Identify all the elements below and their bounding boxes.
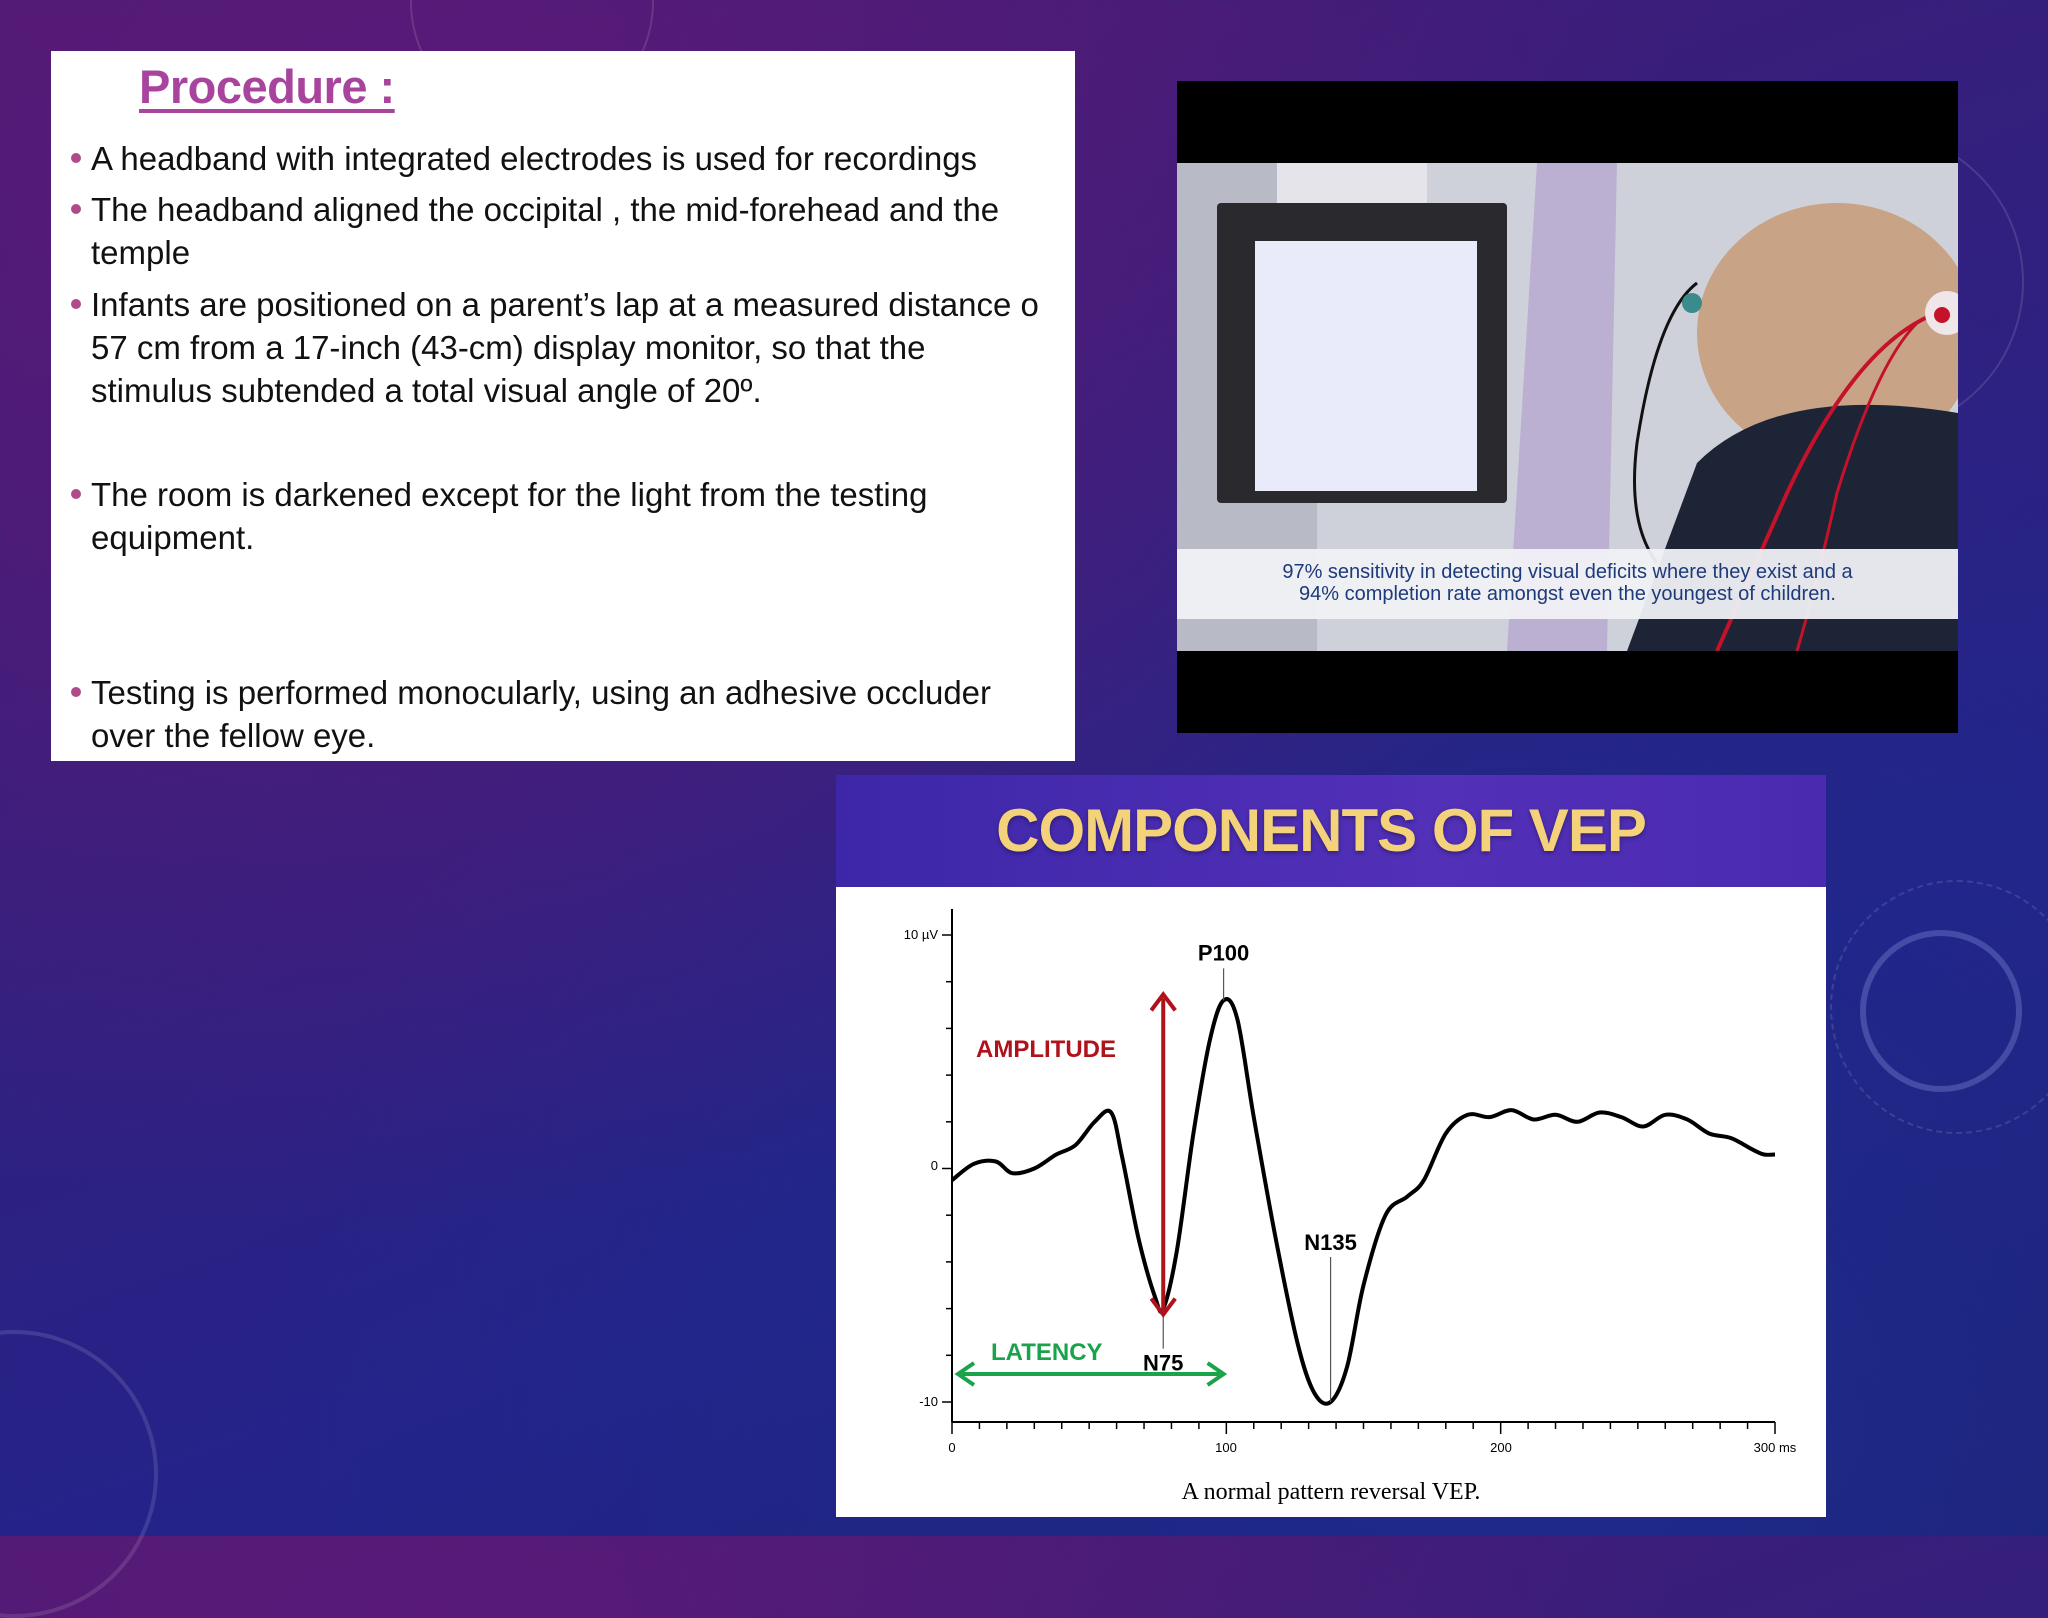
video-caption-line: 94% completion rate amongst even the youngest of children.	[1299, 583, 1836, 605]
bullet-text: A headband with integrated electrodes is used for recordings	[91, 140, 978, 177]
x-tick-label: 0	[948, 1440, 956, 1455]
bullet-text: 57 cm from a 17-inch (43-cm) display monitor, so that the	[91, 329, 926, 366]
y-axis-minor-ticks	[942, 935, 952, 1402]
latency-arrow	[958, 1363, 1224, 1385]
bullet-text: over the fellow eye.	[91, 717, 376, 754]
n135-label: N135	[1304, 1230, 1357, 1255]
latency-label: LATENCY	[991, 1339, 1103, 1366]
bullet-text: The headband aligned the occipital , the mid-forehead and the	[91, 191, 1000, 228]
background-ring-bottom-left	[0, 1330, 158, 1618]
bullet-dot	[71, 687, 81, 697]
bullet-text: stimulus subtended a total visual angle of 20º.	[91, 372, 762, 409]
bullet-item	[91, 671, 1075, 757]
amplitude-label: AMPLITUDE	[976, 1036, 1116, 1063]
vep-caption: A normal pattern reversal VEP.	[1181, 1479, 1481, 1505]
video-still-image	[1177, 163, 1958, 651]
p100-label: P100	[1197, 940, 1250, 966]
bullet-dot	[71, 299, 81, 309]
x-tick-label: 200	[1490, 1440, 1512, 1455]
procedure-heading: Procedure :	[139, 60, 395, 113]
bullet-text: Testing is performed monocularly, using an adhesive occluder	[91, 674, 992, 711]
vep-title: COMPONENTS OF VEP	[996, 797, 1646, 864]
bullet-dot	[71, 204, 81, 214]
bullet-text: temple	[91, 234, 191, 271]
vep-header-banner	[836, 775, 1826, 887]
background-ring-right-outer	[1830, 880, 2048, 1134]
x-tick-label: 100	[1215, 1440, 1237, 1455]
bullet-text: The room is darkened except for the light from the testing	[91, 476, 928, 513]
bullet-dot	[71, 489, 81, 499]
procedure-panel	[51, 51, 1075, 761]
bullet-text: Infants are positioned on a parent’s lap at a measured distance o	[91, 286, 1039, 323]
bullet-item	[91, 473, 1075, 559]
n75-label: N75	[1143, 1350, 1184, 1376]
x-tick-label: 300 ms	[1753, 1440, 1797, 1455]
vep-components-panel	[836, 775, 1826, 1517]
video-caption	[1177, 549, 1958, 619]
x-axis-minor-ticks	[952, 1422, 1775, 1434]
y-tick-label: -10	[919, 1394, 938, 1409]
y-tick-label: 0	[930, 1158, 938, 1173]
bullet-item	[91, 283, 1075, 412]
bullet-item	[91, 137, 1075, 180]
video-caption-line: 97% sensitivity in detecting visual deficits where they exist and a	[1282, 561, 1853, 583]
bullet-item	[91, 188, 1075, 274]
bullet-text: equipment.	[91, 519, 255, 556]
y-tick-label: 10 µV	[903, 927, 938, 942]
vep-chart	[836, 887, 1826, 1517]
vep-plot-area	[836, 887, 1826, 1517]
amplitude-arrow	[1151, 994, 1175, 1314]
bullet-dot	[71, 153, 81, 163]
video-frame[interactable]	[1177, 81, 1958, 733]
